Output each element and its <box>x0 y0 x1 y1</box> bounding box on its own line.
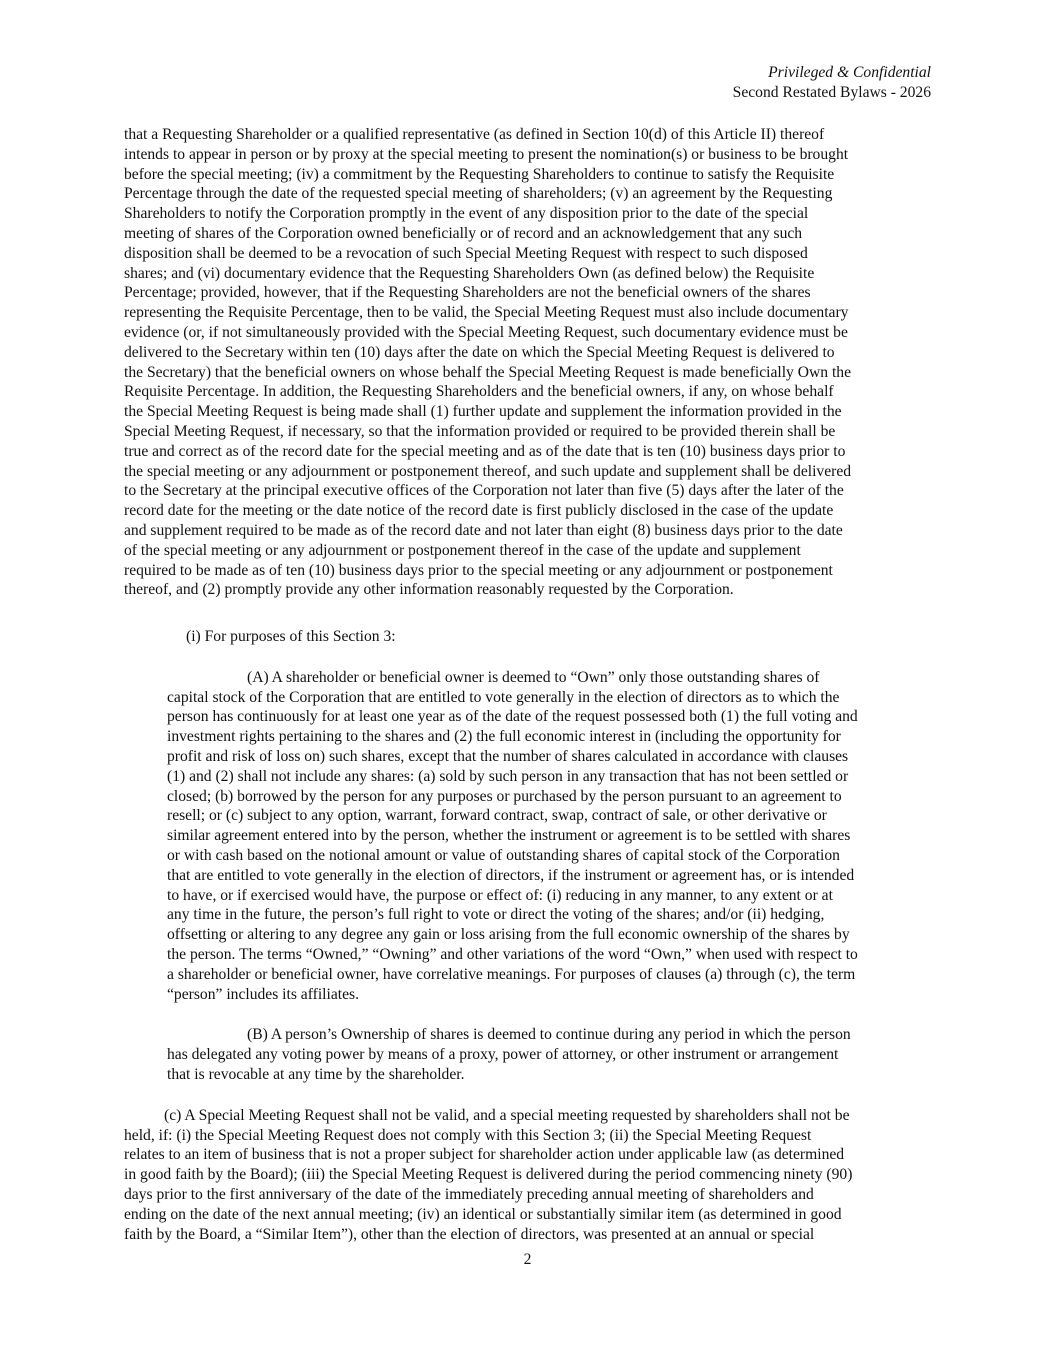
text-line: similar agreement entered into by the person, whether the instrument or agreement is to be settled with shares <box>167 827 851 845</box>
text-line: (1) and (2) shall not include any shares: (a) sold by such person in any transaction that has not been settled or <box>167 767 849 785</box>
text-line: profit and risk of loss on) such shares, except that the number of shares calculated in accordance with clauses <box>167 747 849 765</box>
text-line: relates to an item of business that is not a proper subject for shareholder action under applicable law (as determined <box>124 1146 845 1164</box>
text-line: held, if: (i) the Special Meeting Request does not comply with this Section 3; (ii) the Special Meeting Request <box>124 1126 812 1144</box>
text-line: Percentage through the date of the requested special meeting of shareholders; (v) an agreement by the Requesting <box>124 185 833 203</box>
text-line: (A) A shareholder or beneficial owner is deemed to “Own” only those outstanding shares of <box>247 668 820 686</box>
text-line: intends to appear in person or by proxy at the special meeting to present the nomination(s) or business to be brought <box>124 145 849 163</box>
text-line: meeting of shares of the Corporation owned beneficially or of record and an acknowledgement that any such <box>124 224 803 242</box>
text-line: true and correct as of the record date for the special meeting and as of the date that is ten (10) business days prior to <box>124 442 846 460</box>
text-line: offsetting or altering to any degree any gain or loss arising from the full economic ownership of the shares by <box>167 926 850 944</box>
document-body <box>124 125 932 1244</box>
confidentiality-label: Privileged & Confidential <box>768 64 931 81</box>
subsection-c <box>124 1106 932 1245</box>
text-line: in good faith by the Board); (iii) the Special Meeting Request is delivered during the period commencing ninety (90) <box>124 1166 853 1184</box>
text-line: delivered to the Secretary within ten (10) days after the date on which the Special Meeting Request is delivered to <box>124 343 835 361</box>
text-line: Shareholders to notify the Corporation promptly in the event of any disposition prior to the date of the special <box>124 205 809 223</box>
text-line: that a Requesting Shareholder or a qualified representative (as defined in Section 10(d) of this Article II) thereof <box>124 126 825 143</box>
document-title: Second Restated Bylaws - 2026 <box>732 84 931 101</box>
text-line: faith by the Board, a “Similar Item”), other than the election of directors, was presented at an annual or special <box>124 1225 815 1243</box>
text-line: ending on the date of the next annual meeting; (iv) an identical or substantially similar item (as determined in good <box>124 1205 842 1223</box>
subsection-i-heading: (i) For purposes of this Section 3: <box>186 628 396 645</box>
text-line: the person. The terms “Owned,” “Owning” and other variations of the word “Own,” when used with respect to <box>167 945 858 963</box>
text-line: that is revocable at any time by the shareholder. <box>167 1065 465 1083</box>
text-line: to the Secretary at the principal executive offices of the Corporation not later than five (5) days after the later of the <box>124 482 844 500</box>
clause-b <box>167 1025 933 1084</box>
text-line: that are entitled to vote generally in the election of directors, if the instrument or agreement has, or is intended <box>167 866 855 884</box>
text-line: Percentage; provided, however, that if the Requesting Shareholders are not the beneficial owners of the shares <box>124 284 811 302</box>
text-line: person has continuously for at least one year as of the date of the request possessed both (1) the full voting and <box>167 708 858 726</box>
text-line: representing the Requisite Percentage, then to be valid, the Special Meeting Request must also include documentary <box>124 304 849 322</box>
text-line: record date for the meeting or the date notice of the record date is first publicly disclosed in the case of the update <box>124 502 834 520</box>
page-number: 2 <box>523 1251 532 1268</box>
text-line: a shareholder or beneficial owner, have correlative meanings. For purposes of clauses (a) through (c), the term <box>167 965 856 983</box>
text-line: to have, or if exercised would have, the purpose or effect of: (i) reducing in any manner, to any extent or at <box>167 886 833 904</box>
text-line: any time in the future, the person’s full right to vote or direct the voting of the shares; and/or (ii) hedging, <box>167 906 825 924</box>
text-line: investment rights pertaining to the shares and (2) the full economic interest in (including the opportunity for <box>167 728 841 746</box>
text-line: the Secretary) that the beneficial owners on whose behalf the Special Meeting Request is made beneficially Own the <box>124 363 852 381</box>
text-line: thereof, and (2) promptly provide any other information reasonably requested by the Corporation. <box>124 581 734 599</box>
text-line: and supplement required to be made as of the record date and not later than eight (8) business days prior to the date <box>124 521 843 539</box>
text-line: evidence (or, if not simultaneously provided with the Special Meeting Request, such documentary evidence must be <box>124 323 848 341</box>
text-line: of the special meeting or any adjournment or postponement thereof in the case of the update and supplement <box>124 541 801 559</box>
text-line: or with cash based on the notional amount or value of outstanding shares of capital stock of the Corporation <box>167 846 840 864</box>
text-line: (c) A Special Meeting Request shall not be valid, and a special meeting requested by shareholders shall not be <box>164 1106 850 1124</box>
text-line: has delegated any voting power by means of a proxy, power of attorney, or other instrument or arrangement <box>167 1046 839 1064</box>
clause-a <box>167 668 933 1005</box>
text-line: required to be made as of ten (10) business days prior to the special meeting or any adjournment or postponement <box>124 561 833 579</box>
text-line: (B) A person’s Ownership of shares is deemed to continue during any period in which the person <box>247 1026 851 1044</box>
text-line: resell; or (c) subject to any option, warrant, forward contract, swap, contract of sale, or other derivative or <box>167 807 827 825</box>
text-line: capital stock of the Corporation that are entitled to vote generally in the election of directors as to which the <box>167 688 840 706</box>
text-line: shares; and (vi) documentary evidence that the Requesting Shareholders Own (as defined below) the Requisite <box>124 264 815 282</box>
page-header <box>733 63 931 103</box>
paragraph-continuation <box>124 125 932 600</box>
text-line: “person” includes its affiliates. <box>167 985 359 1003</box>
text-line: closed; (b) borrowed by the person for any purposes or purchased by the person pursuant to an agreement to <box>167 787 842 805</box>
text-line: disposition shall be deemed to be a revocation of such Special Meeting Request with respect to such disposed <box>124 244 808 262</box>
text-line: days prior to the first anniversary of the date of the immediately preceding annual meeting of shareholders and <box>124 1185 814 1203</box>
text-line: Requisite Percentage. In addition, the Requesting Shareholders and the beneficial owners, if any, on whose behalf <box>124 383 834 401</box>
text-line: the special meeting or any adjournment or postponement thereof, and such update and supplement shall be delivered <box>124 462 852 480</box>
text-line: before the special meeting; (iv) a commitment by the Requesting Shareholders to continue to satisfy the Requisite <box>124 165 835 183</box>
text-line: the Special Meeting Request is being made shall (1) further update and supplement the information provided in the <box>124 403 842 421</box>
text-line: Special Meeting Request, if necessary, so that the information provided or required to be provided therein shall be <box>124 422 836 440</box>
